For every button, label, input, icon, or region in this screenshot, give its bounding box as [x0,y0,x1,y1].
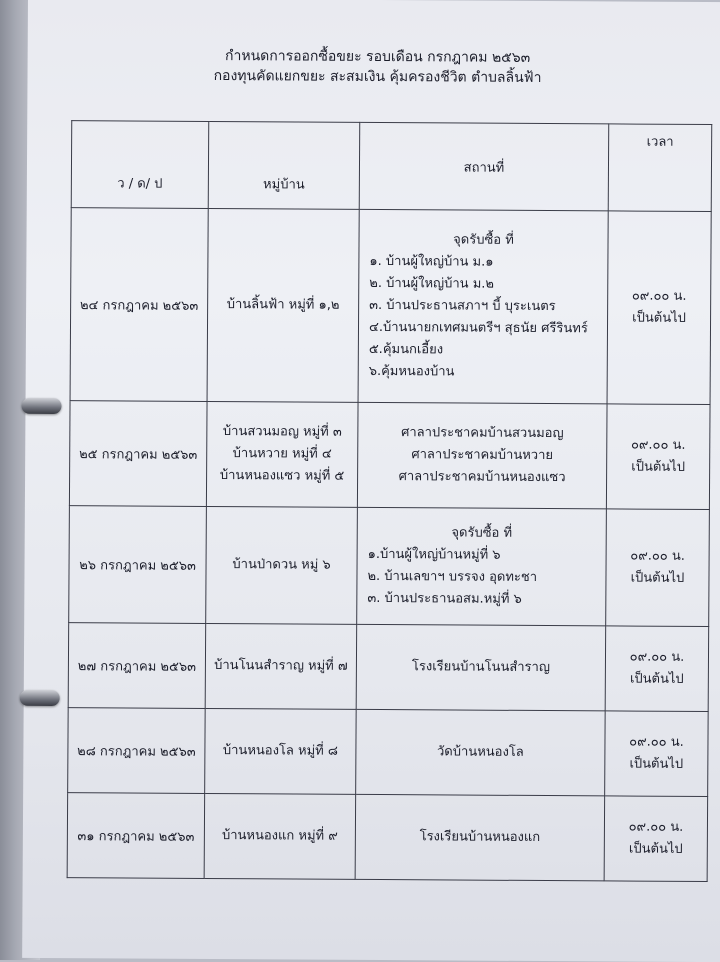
table-header-row [71,121,712,212]
date-cell: ๓๑ กรกฎาคม ๒๕๖๓ [67,793,205,879]
table-row [68,708,709,797]
date-cell: ๒๔ กรกฎาคม ๒๕๖๓ [70,208,208,402]
village-cell [205,623,357,709]
table-row [68,623,709,712]
table-row [69,506,710,627]
date-cell: ๒๘ กรกฎาคม ๒๕๖๓ [68,708,206,794]
time-cell [606,509,710,627]
time-start: ๐๙.๐๐ น. [629,734,684,750]
village-cell [204,793,356,879]
location-line: ๕.คุ้มนกเอี้ยง [368,341,444,358]
column-header-date: ว / ด/ ป [71,121,209,209]
document-title: กำหนดการออกซื้อขยะ รอบเดือน กรกฎาคม ๒๕๖๓ [224,48,531,66]
time-cell [605,711,709,797]
time-cell [605,626,709,712]
column-header-village: หมู่บ้าน [208,121,360,209]
time-note: เป็นต้นไป [630,570,685,586]
location-line: โรงเรียนบ้านหนองแก [419,829,541,846]
village-line: บ้านหวาย หมู่ที่ ๔ [232,446,332,462]
location-line: ศาลาประชาคมบ้านหวาย [411,447,554,464]
village-cell [206,506,358,624]
time-start: ๐๙.๐๐ น. [628,819,684,835]
column-header-location: สถานที่ [359,122,609,211]
location-line: ๓. บ้านประธานอสม.หมู่ที่ ๖ [367,590,522,607]
document-subtitle: กองทุนคัดแยกขยะ สะสมเงิน คุ้มครองชีวิต ตำบลลิ้นฟ้า [213,67,542,86]
schedule-table [67,120,713,882]
time-start: ๐๙.๐๐ น. [630,548,685,564]
village-line: บ้านหนองโล หมู่ที่ ๘ [222,743,338,759]
village-cell [205,708,357,794]
binder-ring [21,398,61,414]
location-line: ศาลาประชาคมบ้านสวนมอญ [401,425,564,442]
location-line: ๑. บ้านผู้ใหญ่บ้าน ม.๑ [369,253,494,270]
table-row [70,208,711,405]
location-title: จุดรับซื้อ ที่ [451,525,513,541]
time-start: ๐๙.๐๐ น. [629,649,685,665]
time-note: เป็นต้นไป [629,756,684,772]
column-header-time: เวลา [608,124,712,212]
date-cell: ๒๕ กรกฎาคม ๒๕๖๓ [69,401,207,507]
location-line: ๓. บ้านประธานสภาฯ บี้ บุระเนตร [369,297,556,315]
location-cell [356,624,606,711]
location-cell [356,709,606,796]
location-cell [357,507,607,626]
time-note: เป็นต้นไป [629,671,684,687]
village-line: บ้านหนองแซว หมู่ที่ ๕ [219,468,345,484]
document-page [22,0,720,962]
time-cell [604,796,708,882]
location-line: ๔.บ้านนายกเทศมนตรีฯ สุธนัย ศรีรินทร์ [368,319,588,337]
location-line: ๑.บ้านผู้ใหญ่บ้านหมู่ที่ ๖ [367,546,501,563]
village-cell [206,401,358,507]
time-start: ๐๙.๐๐ น. [631,288,687,304]
village-line: บ้านโนนสำราญ หมู่ที่ ๗ [214,658,348,674]
time-cell [606,404,710,510]
time-note: เป็นต้นไป [628,841,683,857]
binder-ring [20,690,60,706]
time-note: เป็นต้นไป [632,310,686,326]
village-line: บ้านสวนมอญ หมู่ที่ ๓ [222,424,342,440]
location-line: ๒. บ้านผู้ใหญ่บ้าน ม.๒ [369,275,495,292]
location-cell [357,402,607,509]
village-line: บ้านลิ้นฟ้า หมู่ที่ ๑,๒ [226,297,340,313]
location-line: ศาลาประชาคมบ้านหนองแซว [398,469,566,486]
location-line: ๒. บ้านเลขาฯ บรรจง อุดทะชา [367,568,538,585]
date-cell: ๒๗ กรกฎาคม ๒๕๖๓ [68,623,206,709]
location-cell [358,209,608,404]
location-line: โรงเรียนบ้านโนนสำราญ [411,659,550,676]
location-line: ๖.คุ้มหนองบ้าน [368,363,455,380]
location-line: วัดบ้านหนองโล [436,744,524,760]
date-cell: ๒๖ กรกฎาคม ๒๕๖๓ [69,506,207,624]
table-row [67,793,708,882]
time-start: ๐๙.๐๐ น. [630,437,686,453]
location-cell [355,794,605,881]
location-title: จุดรับซื้อ ที่ [453,232,514,248]
village-line: บ้านป่าดวน หมู่ ๖ [232,557,331,573]
village-cell [207,208,359,402]
time-cell [607,211,711,405]
village-line: บ้านหนองแก หมู่ที่ ๙ [221,828,338,844]
time-note: เป็นต้นไป [631,459,686,475]
table-row [69,401,710,510]
